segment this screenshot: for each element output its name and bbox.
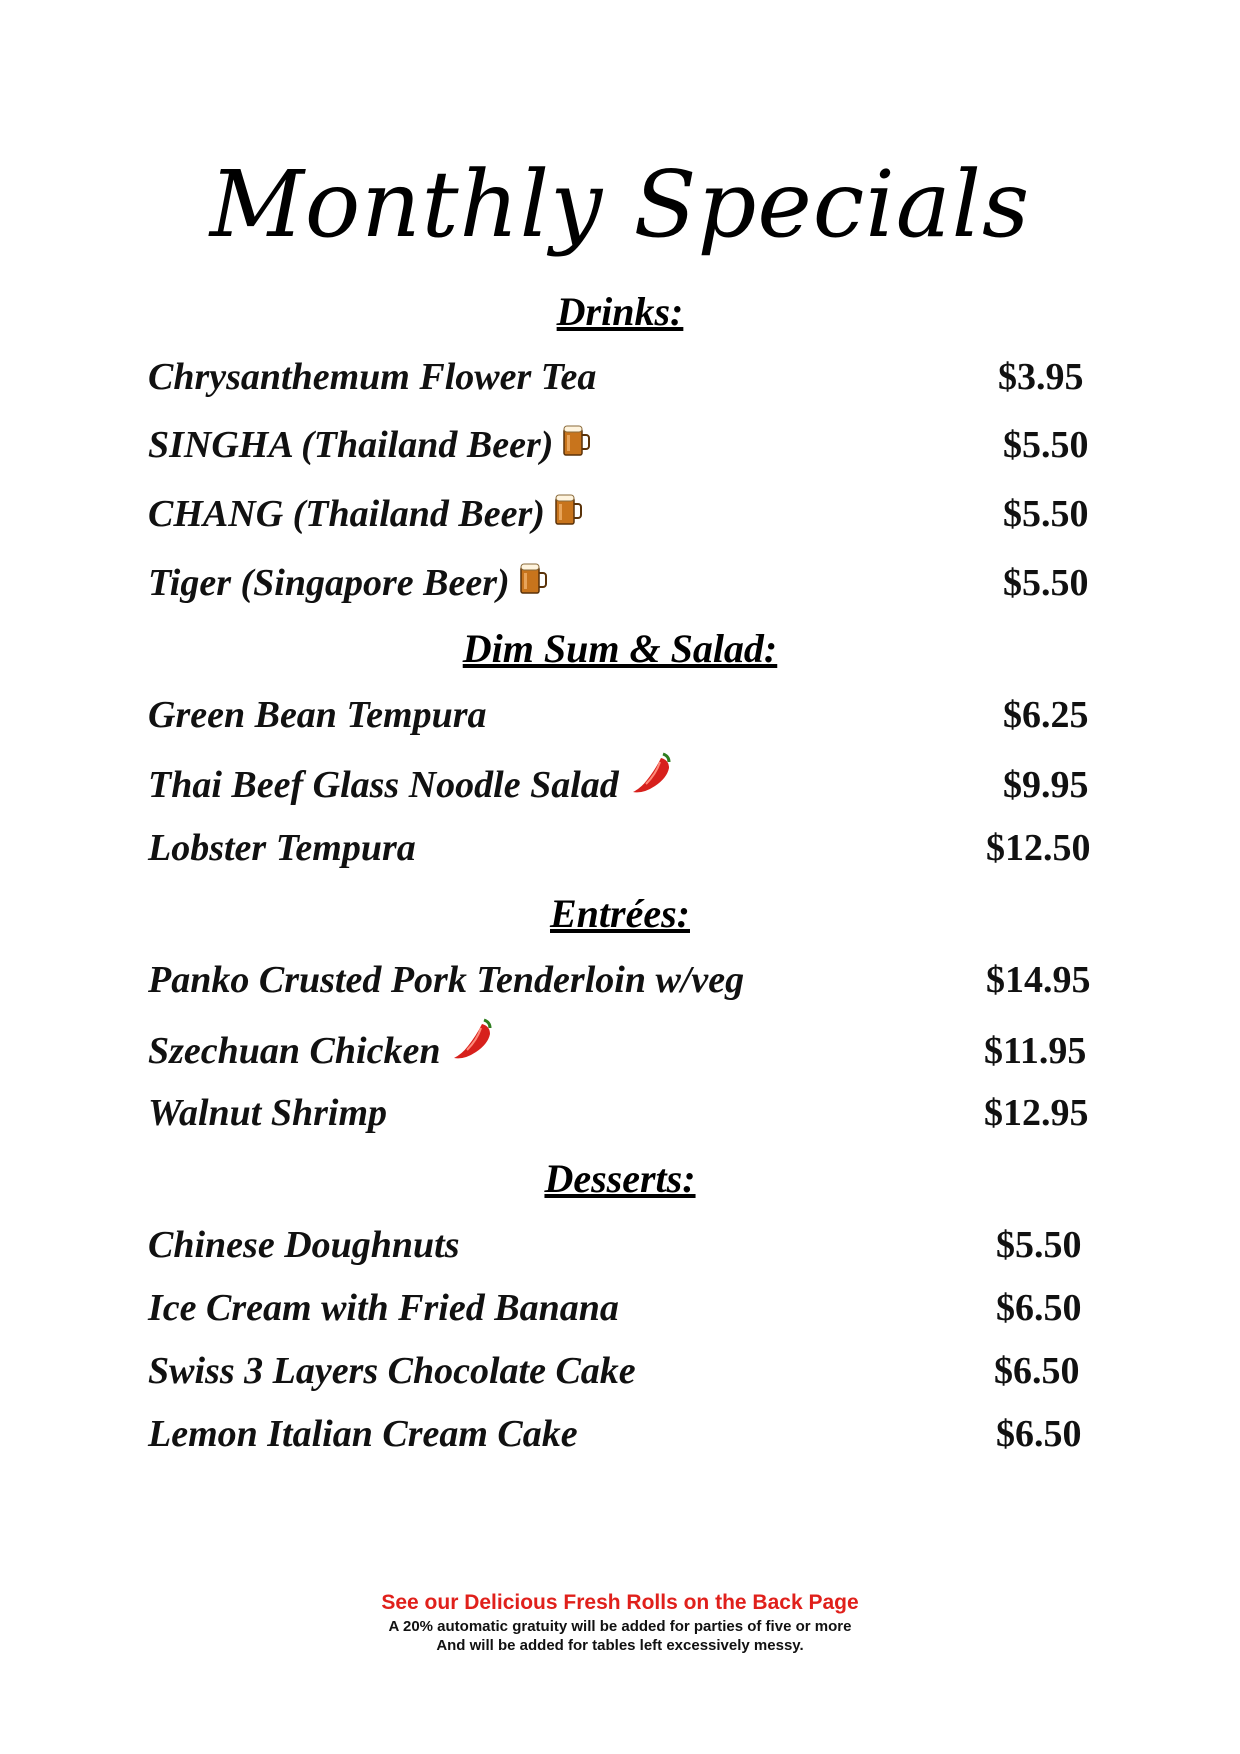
- item-price: $3.95: [998, 356, 1084, 398]
- menu-item: [148, 352, 1098, 402]
- menu-item: [148, 420, 1098, 470]
- item-name: Thai Beef Glass Noodle Salad: [148, 764, 619, 806]
- item-price: $5.50: [1003, 424, 1089, 466]
- item-name: Szechuan Chicken: [148, 1030, 441, 1072]
- section-heading-entrees: Entrées:: [550, 891, 690, 936]
- item-price: $6.25: [1003, 694, 1089, 736]
- section-heading-dimsum: Dim Sum & Salad:: [462, 626, 778, 671]
- item-name-with-icon: [148, 558, 548, 608]
- item-price: $5.50: [1003, 562, 1089, 604]
- menu-item: [148, 1346, 1098, 1396]
- item-price: $14.95: [986, 959, 1091, 1001]
- item-name-with-icon: [148, 760, 675, 810]
- item-price: $6.50: [996, 1287, 1082, 1329]
- menu-item: [148, 1026, 1098, 1076]
- beer-mug-icon: [518, 558, 548, 608]
- item-price: $11.95: [984, 1030, 1087, 1072]
- page-title: Monthly Specials: [209, 151, 1031, 258]
- menu-item: [148, 558, 1098, 608]
- item-price: $5.50: [1003, 493, 1089, 535]
- chili-pepper-icon: [448, 1014, 496, 1075]
- item-name: Ice Cream with Fried Banana: [148, 1287, 619, 1329]
- item-price: $6.50: [994, 1350, 1080, 1392]
- item-price: $6.50: [996, 1413, 1082, 1455]
- item-name: Lobster Tempura: [148, 827, 416, 869]
- item-name: SINGHA (Thailand Beer): [148, 424, 554, 466]
- chili-pepper-icon: [627, 748, 675, 809]
- section-heading-desserts: Desserts:: [544, 1156, 696, 1201]
- menu-item: [148, 1283, 1098, 1333]
- item-name: Swiss 3 Layers Chocolate Cake: [148, 1350, 636, 1392]
- item-name: Panko Crusted Pork Tenderloin w/veg: [148, 959, 745, 1001]
- item-name: Chrysanthemum Flower Tea: [148, 356, 597, 398]
- gratuity-note: A 20% automatic gratuity will be added for parties of five or more: [388, 1618, 852, 1635]
- item-name: Chinese Doughnuts: [148, 1224, 460, 1266]
- item-name: CHANG (Thailand Beer): [148, 493, 545, 535]
- section-heading-drinks: Drinks:: [556, 289, 684, 334]
- beer-mug-icon: [553, 489, 583, 539]
- item-name: Green Bean Tempura: [148, 694, 487, 736]
- menu-item: [148, 489, 1098, 539]
- item-price: $9.95: [1003, 764, 1089, 806]
- menu-item: [148, 1088, 1098, 1138]
- beer-mug-icon: [561, 420, 591, 470]
- menu-item: [148, 955, 1098, 1005]
- item-name: Lemon Italian Cream Cake: [148, 1413, 578, 1455]
- item-name: Tiger (Singapore Beer): [148, 562, 510, 604]
- item-price: $12.50: [986, 827, 1091, 869]
- item-name-with-icon: [148, 420, 591, 470]
- menu-item: [148, 1409, 1098, 1459]
- back-page-promo: See our Delicious Fresh Rolls on the Back Page: [381, 1591, 859, 1614]
- menu-item: [148, 760, 1098, 810]
- menu-item: [148, 1220, 1098, 1270]
- menu-item: [148, 690, 1098, 740]
- item-name: Walnut Shrimp: [148, 1092, 388, 1134]
- menu-item: [148, 823, 1098, 873]
- messy-table-note: And will be added for tables left excessively messy.: [436, 1637, 804, 1654]
- item-name-with-icon: [148, 1026, 496, 1076]
- item-price: $12.95: [984, 1092, 1089, 1134]
- item-name-with-icon: [148, 489, 583, 539]
- item-price: $5.50: [996, 1224, 1082, 1266]
